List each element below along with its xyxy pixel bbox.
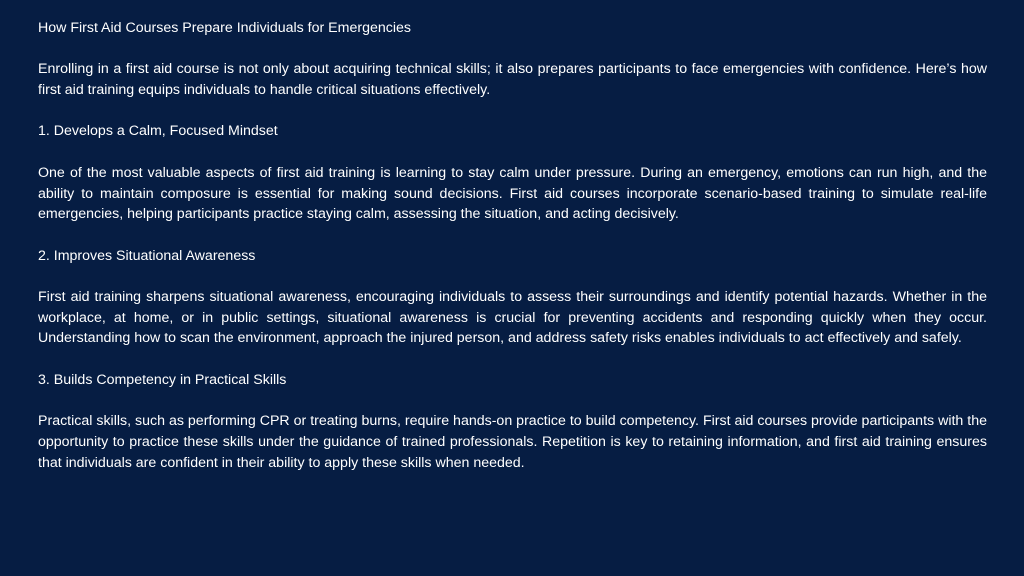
section-heading-situational-awareness: 2. Improves Situational Awareness <box>38 247 256 264</box>
section-heading-practical-skills: 3. Builds Competency in Practical Skills <box>38 371 287 388</box>
section-body-practical-skills: Practical skills, such as performing CPR or treating burns, require hands-on practice to build competency. First aid courses provide participants with the opportunity to practice these skills under the guidance of trained professionals. Repetition is key to retaining information, and first aid training ensures that individuals are confident in their ability to apply these skills when needed. <box>38 413 987 471</box>
intro-paragraph: Enrolling in a first aid course is not only about acquiring technical skills; it also prepares participants to face emergencies with confidence. Here’s how first aid training equips individuals to handle critical situations effectively. <box>38 61 987 99</box>
document-title: How First Aid Courses Prepare Individuals for Emergencies <box>38 20 411 36</box>
section-body-situational-awareness: First aid training sharpens situational awareness, encouraging individuals to assess their surroundings and identify potential hazards. Whether in the workplace, at home, or in public settings, situational awareness is crucial for preventing accidents and responding quickly when they occur. Understanding how to scan the environment, approach the injured person, and address safety risks enables individuals to act effectively and safely. <box>38 289 987 347</box>
section-heading-calm-mindset: 1. Develops a Calm, Focused Mindset <box>38 123 278 140</box>
section-body-calm-mindset: One of the most valuable aspects of first aid training is learning to stay calm under pressure. During an emergency, emotions can run high, and the ability to maintain composure is essential for making sound decisions. First aid courses incorporate scenario-based training to simulate real-life emergencies, helping participants practice staying calm, assessing the situation, and acting decisively. <box>38 164 987 223</box>
